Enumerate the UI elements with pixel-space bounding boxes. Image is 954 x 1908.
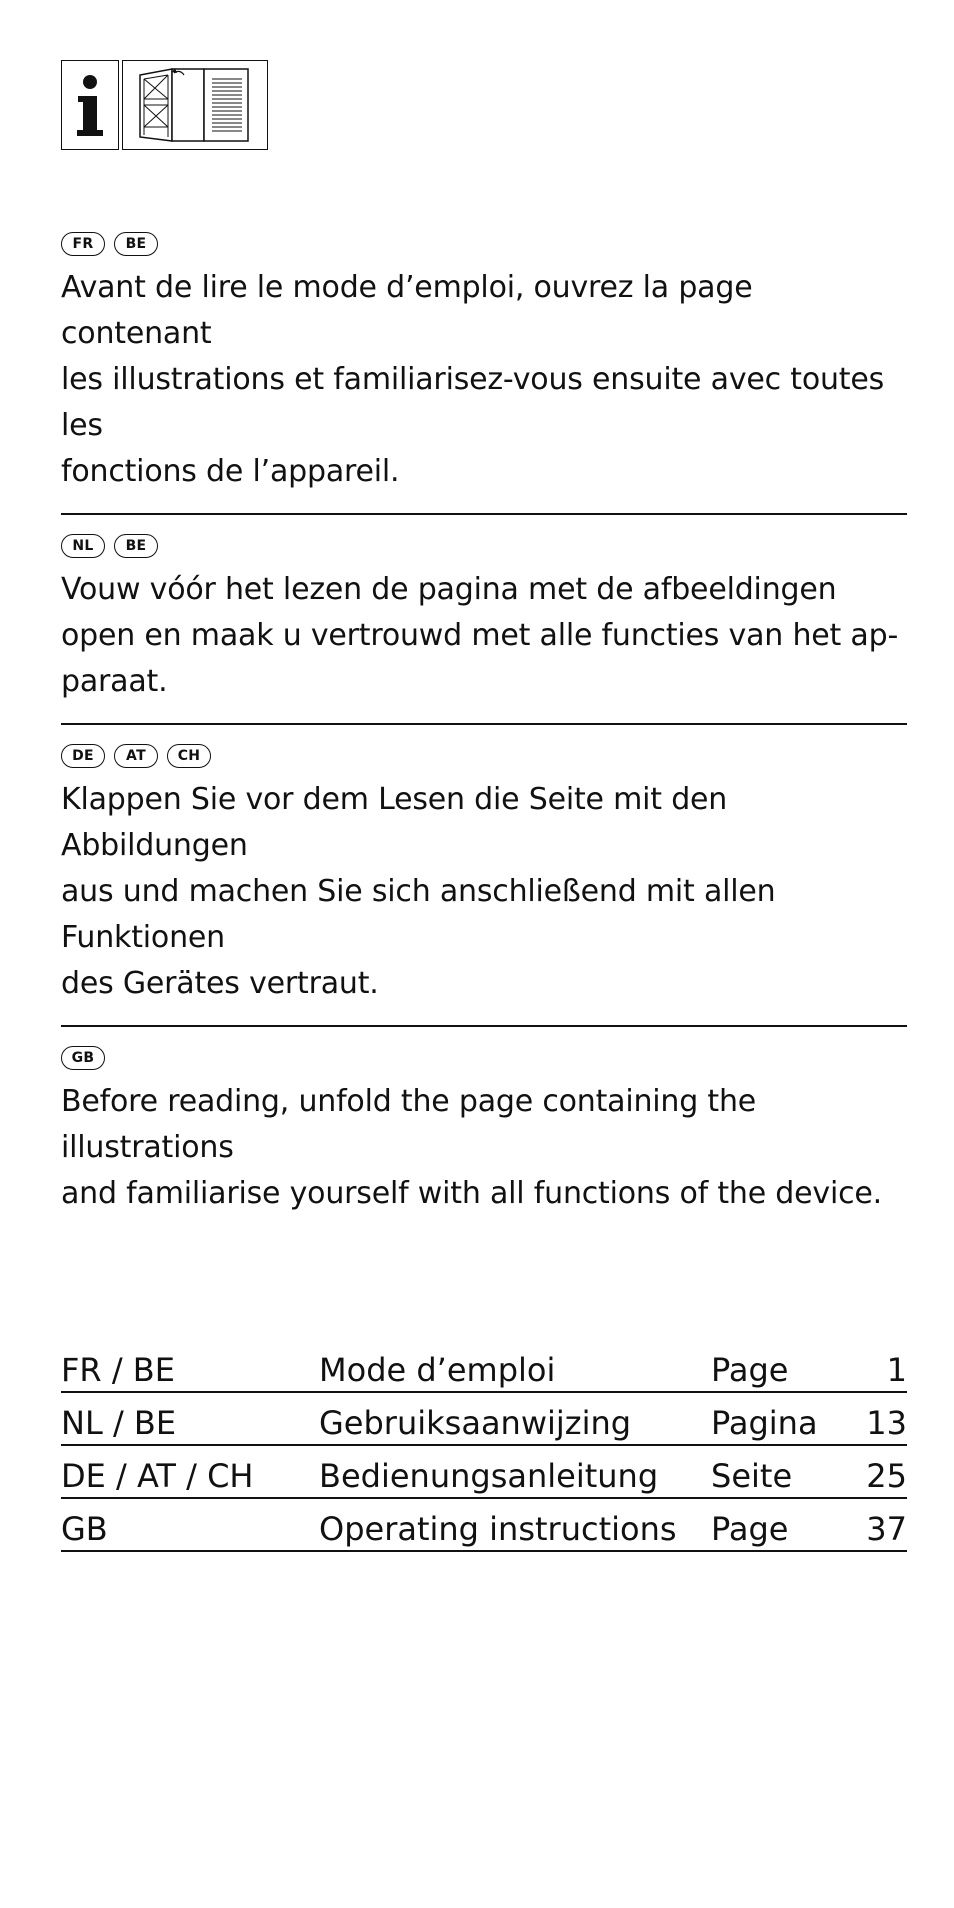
table-row — [61, 1445, 907, 1498]
toc-language: FR / BE — [61, 1340, 319, 1392]
section-gb — [61, 1025, 907, 1217]
toc-page-number: 25 — [841, 1445, 907, 1498]
toc-language: GB — [61, 1498, 319, 1551]
language-badges — [61, 1045, 907, 1071]
section-nl-be — [61, 513, 907, 705]
toc-page-label: Seite — [711, 1445, 841, 1498]
instruction-text-de: Klappen Sie vor dem Lesen die Seite mit den Abbildungen aus und machen Sie sich anschließend mit allen Funktionen des Gerätes vertraut. — [61, 782, 776, 1001]
badge-de: DE — [61, 744, 105, 768]
table-row — [61, 1392, 907, 1445]
instruction-text-nl: Vouw vóór het lezen de pagina met de afbeeldingen open en maak u vertrouwd met alle functies van het ap- paraat. — [61, 572, 899, 699]
table-row — [61, 1498, 907, 1551]
badge-at: AT — [114, 744, 158, 768]
toc-language: NL / BE — [61, 1392, 319, 1445]
info-icon-group — [61, 60, 268, 152]
toc-title: Mode d’emploi — [319, 1340, 711, 1392]
toc-page-label: Page — [711, 1340, 841, 1392]
badge-fr: FR — [61, 232, 105, 256]
language-badges — [61, 231, 907, 257]
instruction-text-gb: Before reading, unfold the page containing the illustrations and familiarise yourself with all functions of the device. — [61, 1084, 882, 1211]
section-de-at-ch — [61, 723, 907, 1007]
table-row — [61, 1340, 907, 1392]
badge-ch: CH — [167, 744, 211, 768]
badge-be: BE — [114, 232, 158, 256]
instruction-text-fr: Avant de lire le mode d’emploi, ouvrez la page contenant les illustrations et familiarisez-vous ensuite avec toutes les fonctions de l’appareil. — [61, 270, 885, 489]
toc-page-number: 13 — [841, 1392, 907, 1445]
language-badges — [61, 533, 907, 559]
toc-page-label: Pagina — [711, 1392, 841, 1445]
info-icon — [61, 60, 119, 150]
badge-be: BE — [114, 534, 158, 558]
toc-page-number: 1 — [841, 1340, 907, 1392]
toc-title: Operating instructions — [319, 1498, 711, 1551]
toc-title: Bedienungsanleitung — [319, 1445, 711, 1498]
language-badges — [61, 743, 907, 769]
toc-language: DE / AT / CH — [61, 1445, 319, 1498]
toc-page-number: 37 — [841, 1498, 907, 1551]
section-fr-be — [61, 228, 907, 495]
instruction-sections — [61, 228, 907, 1217]
unfold-page-icon — [122, 60, 268, 150]
toc-title: Gebruiksaanwijzing — [319, 1392, 711, 1445]
table-of-contents — [61, 1340, 907, 1552]
badge-gb: GB — [61, 1046, 105, 1070]
badge-nl: NL — [61, 534, 105, 558]
toc-page-label: Page — [711, 1498, 841, 1551]
